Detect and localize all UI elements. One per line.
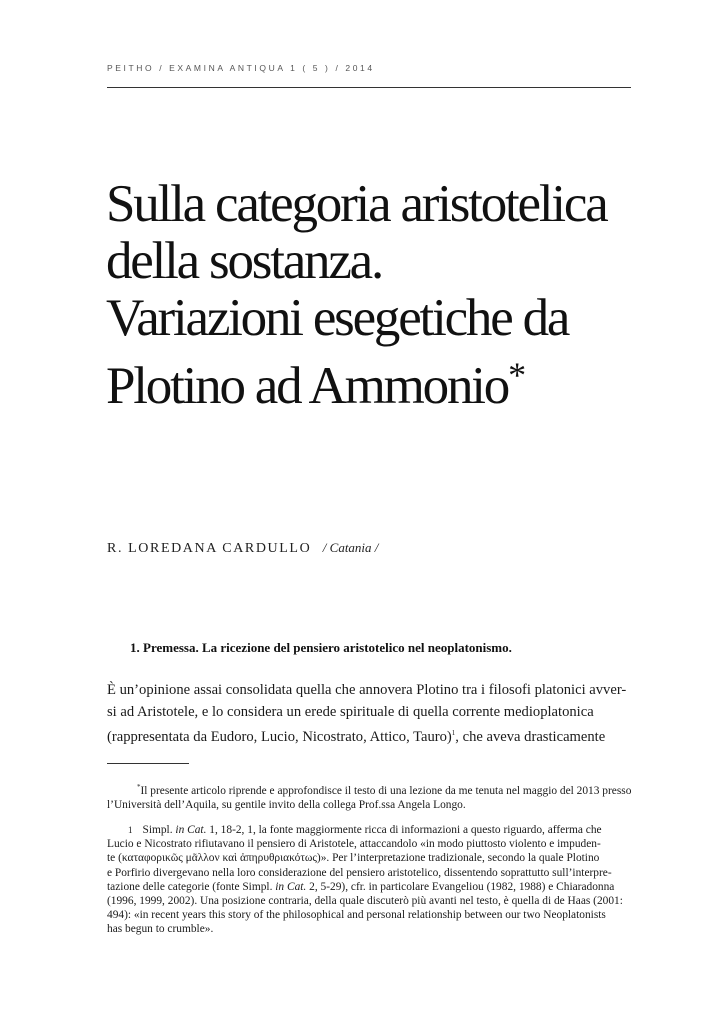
body-line-text: , che aveva drasticamente (455, 729, 606, 746)
body-line: È un’opinione assai consolidata quella che annovera Plotino tra i filosofi platonici avver- (107, 682, 627, 698)
footnote-line: has begun to crumble». (107, 923, 214, 936)
footnote-line: Lucio e Nicostrato rifiutavano il pensiero di Aristotele, attaccandolo «in modo piuttosto violento e impuden- (107, 838, 601, 851)
footnote-italic: in Cat. (175, 824, 207, 836)
footnote-marker: * (137, 783, 141, 791)
running-head: PEITHO / EXAMINA ANTIQUA 1 ( 5 ) / 2014 (107, 63, 375, 73)
footnote-text: Il presente articolo riprende e approfondisce il testo di una lezione da me tenuta nel maggio del 2013 presso (140, 785, 632, 797)
author-name: R. LOREDANA CARDULLO (107, 541, 312, 556)
title-line: Sulla categoria aristotelica (106, 175, 607, 233)
footnote-reference: 1 (451, 729, 456, 738)
byline (107, 540, 378, 557)
footnote-line: te (καταφορικῶς μᾶλλον καὶ ἀπηρυθριακότως)». Per l’interpretazione tradizionale, secondo la quale Plotino (107, 852, 600, 865)
footnote-line (107, 823, 631, 837)
author-affiliation: / Catania / (322, 540, 379, 555)
body-line: si ad Aristotele, e lo considera un erede spirituale di quella corrente medioplatonica (107, 703, 594, 720)
footnote-line: e Porfirio divergevano nella loro considerazione del pensiero aristotelico, dissentendo soprattutto sull’interpre- (107, 866, 612, 879)
article-title (106, 176, 666, 415)
footnote-line: (1996, 1999, 2002). Una posizione contraria, della quale discuterò più avanti nel testo, è quella di de Haas (2001: (107, 895, 623, 908)
footnote-text: Simpl. (142, 824, 176, 836)
title-line: Variazioni esegetiche da (106, 289, 569, 347)
title-line: della sostanza. (106, 232, 383, 290)
body-line (107, 723, 631, 749)
body-line-text: (rappresentata da Eudoro, Lucio, Nicostrato, Attico, Tauro) (107, 729, 452, 746)
footnote-italic: in Cat. (275, 880, 307, 893)
footnote-text: 1, 18-2, 1, la fonte maggiormente ricca di informazioni a questo riguardo, afferma che (206, 824, 602, 836)
footnote-separator (107, 763, 189, 764)
footnote-text: tazione delle categorie (fonte Simpl. (107, 880, 276, 893)
footnote-line: l’Università dell’Aquila, su gentile invito della collega Prof.ssa Angela Longo. (107, 799, 466, 812)
footnote-text: 2, 5-29), cfr. in particolare Evangeliou (1982, 1988) e Chiaradonna (306, 880, 615, 893)
footnote-line (107, 780, 631, 798)
title-line-text: Plotino ad Ammonio (106, 357, 509, 415)
body-paragraph (107, 680, 631, 749)
section-heading: 1. Premessa. La ricezione del pensiero aristotelico nel neoplatonismo. (130, 640, 512, 655)
footnote-1 (107, 823, 631, 937)
header-rule (107, 87, 631, 88)
title-line (106, 347, 666, 415)
title-footnote-mark: * (508, 355, 527, 395)
footnote-marker: 1 (128, 825, 133, 835)
footnote-star (107, 780, 631, 812)
footnote-line: 494): «in recent years this story of the philosophical and personal relationship between our two Neoplatonists (107, 909, 606, 922)
footnote-line (107, 880, 631, 894)
